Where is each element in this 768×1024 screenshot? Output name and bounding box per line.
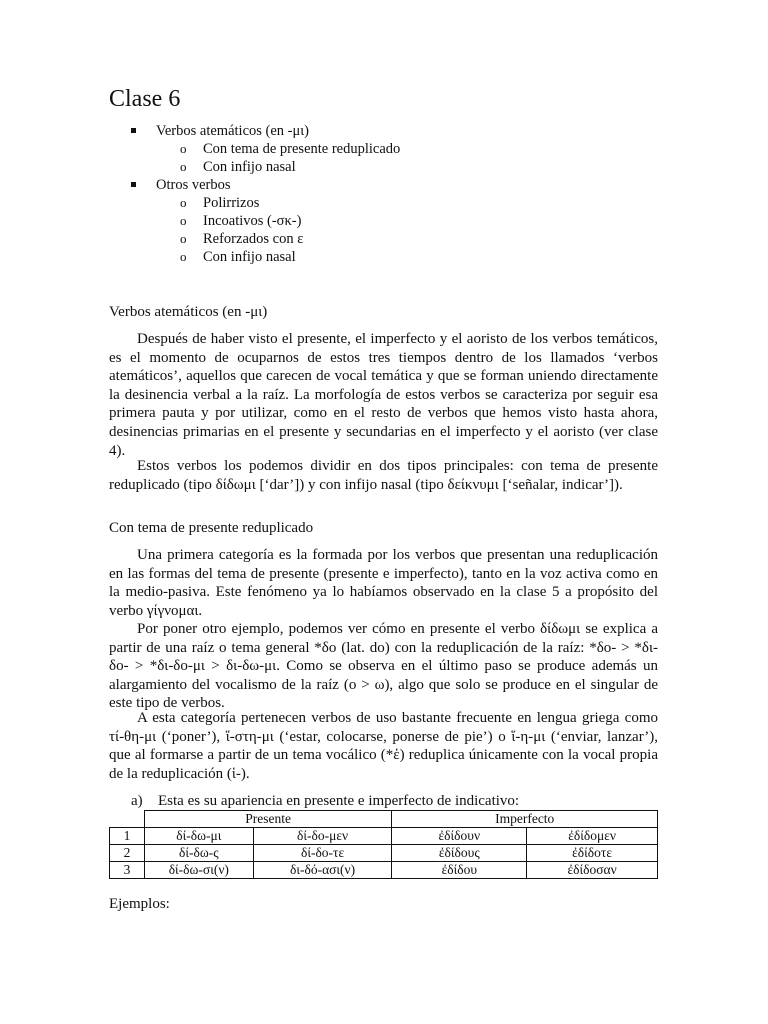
- list-item-a: a) Esta es su apariencia en presente e imperfecto de indicativo:: [131, 793, 520, 809]
- table-row: 2 δί-δω-ς δί-δο-τε ἐδίδους ἐδίδοτε: [110, 845, 658, 862]
- section-heading-reduplicado: Con tema de presente reduplicado: [109, 520, 314, 536]
- paragraph: Una primera categoría es la formada por los verbos que presentan una reduplicación en las formas del tema de presente (presente e imperfecto), tanto en la voz activa como en la medio-pasiva. Este fenómeno ya lo habíamos observado en la clase 5 a propósito del verbo γίγνομαι.: [109, 547, 658, 619]
- bullet-circle-icon: o: [180, 195, 187, 210]
- header-imperfecto: Imperfecto: [392, 811, 658, 828]
- bullet-square-icon: [131, 128, 136, 133]
- header-presente: Presente: [144, 811, 392, 828]
- bullet-circle-icon: o: [180, 213, 187, 228]
- ejemplos-label: Ejemplos:: [109, 896, 170, 912]
- document-page: Clase 6 Verbos atemáticos (en -μι) o Con tema de presente reduplicado o Con infijo nasal Otros verbos o Polirrizos o Incoativos (-σκ-) o Reforzados con ε o Con infijo nasal Verbos atemáticos (en -μι) Después de haber visto el presente, el imperfecto y el aoristo de los verbos temáticos, es el momento de ocuparnos de estos tres tiempos dentro de los llamados ‘verbos atemáticos’, aquellos que carecen de vocal temática y que se forman uniendo directamente la desinencia verbal a la raíz. La morfología de estos verbos se caracteriza por seguir esa primera pauta y por utilizar, como en el resto de verbos que hemos visto hasta ahora, desinencias primarias en el presente y secundarias en el imperfecto y el aoristo (ver clase 4). Estos verbos los podemos dividir en dos tipos principales: con tema de presente reduplicado (tipo δίδωμι [‘dar’]) y con infijo nasal (tipo δείκνυμι [‘señalar, indicar’]). Con tema de presente reduplicado Una primera categoría es la formada por los verbos que presentan una reduplicación en las formas del tema de presente (presente e imperfecto), tanto en la voz activa como en la medio-pasiva. Este fenómeno ya lo habíamos observado en la clase 5 a propósito del verbo γίγνομαι. Por poner otro ejemplo, podemos ver cómo en presente el verbo δίδωμι se explica a partir de una raíz o tema general *δο (lat. do) con la reduplicación de la raíz: *δο- > *δι-δο- > *δι-δο-μι > δι-δω-μι. Como se observa en el último paso se produce además un alargamiento del vocalismo de la raíz (ο > ω), algo que solo se produce en el singular de este tipo de verbos. A esta categoría pertenecen verbos de uso bastante frecuente en lengua griega como τί-θη-μι (‘poner’), ἵ-στη-μι (‘estar, colocarse, ponerse de pie’) o ἵ-η-μι (‘enviar, lanzar’), que al formarse a partir de un tema vocálico (*ἑ) reduplica únicamente con la vocal propia de la reduplicación (ἱ-). a) Esta es su apariencia en presente e imperfecto de indicativo: Presente Imperfecto 1 δί-δω-μι δί-δο-μεν ἐδίδουν ἐδίδομεν 2 δί-δω-ς δί-δο-τε ἐδίδους ἐδίδοτε 3 δί-δω-σι(ν) δι-δό-ασι(ν) ἐδίδου ἐδίδοσαν Ejemplos:: [109, 86, 658, 912]
- table-row: 1 δί-δω-μι δί-δο-μεν ἐδίδουν ἐδίδομεν: [110, 828, 658, 845]
- paragraph: Después de haber visto el presente, el imperfecto y el aoristo de los verbos temáticos, es el momento de ocuparnos de estos tres tiempos dentro de los llamados ‘verbos atemáticos’, aquellos que carecen de vocal temática y que se forman uniendo directamente la desinencia verbal a la raíz. La morfología de estos verbos se caracteriza por seguir esa primera pauta y por utilizar, como en el resto de verbos que hemos visto hasta ahora, desinencias primarias en el presente y secundarias en el imperfecto y el aoristo (ver clase 4).: [109, 331, 658, 459]
- conjugation-table: [109, 810, 658, 879]
- bullet-circle-icon: o: [180, 231, 187, 246]
- paragraph: Por poner otro ejemplo, podemos ver cómo en presente el verbo δίδωμι se explica a partir de una raíz o tema general *δο (lat. do) con la reduplicación de la raíz: *δο- > *δι-δο- > *δι-δο-μι > δι-δω-μι. Como se observa en el último paso se produce además un alargamiento del vocalismo de la raíz (ο > ω), algo que solo se produce en el singular de este tipo de verbos.: [109, 621, 658, 712]
- bullet-circle-icon: o: [180, 159, 187, 174]
- section-heading-atematicos: Verbos atemáticos (en -μι): [109, 304, 268, 320]
- table-row: 3 δί-δω-σι(ν) δι-δό-ασι(ν) ἐδίδου ἐδίδοσαν: [110, 862, 658, 879]
- page-title: Clase 6: [109, 86, 181, 112]
- conjugation-table-wrap: [109, 810, 658, 879]
- bullet-circle-icon: o: [180, 249, 187, 264]
- table-header-row: [110, 811, 658, 828]
- paragraph: Estos verbos los podemos dividir en dos tipos principales: con tema de presente reduplicado (tipo δίδωμι [‘dar’]) y con infijo nasal (tipo δείκνυμι [‘señalar, indicar’]).: [109, 458, 658, 493]
- paragraph: A esta categoría pertenecen verbos de uso bastante frecuente en lengua griega como τί-θη-μι (‘poner’), ἵ-στη-μι (‘estar, colocarse, ponerse de pie’) o ἵ-η-μι (‘enviar, lanzar’), que al formarse a partir de un tema vocálico (*ἑ) reduplica únicamente con la vocal propia de la reduplicación (ἱ-).: [109, 710, 658, 782]
- bullet-square-icon: [131, 182, 136, 187]
- bullet-circle-icon: o: [180, 141, 187, 156]
